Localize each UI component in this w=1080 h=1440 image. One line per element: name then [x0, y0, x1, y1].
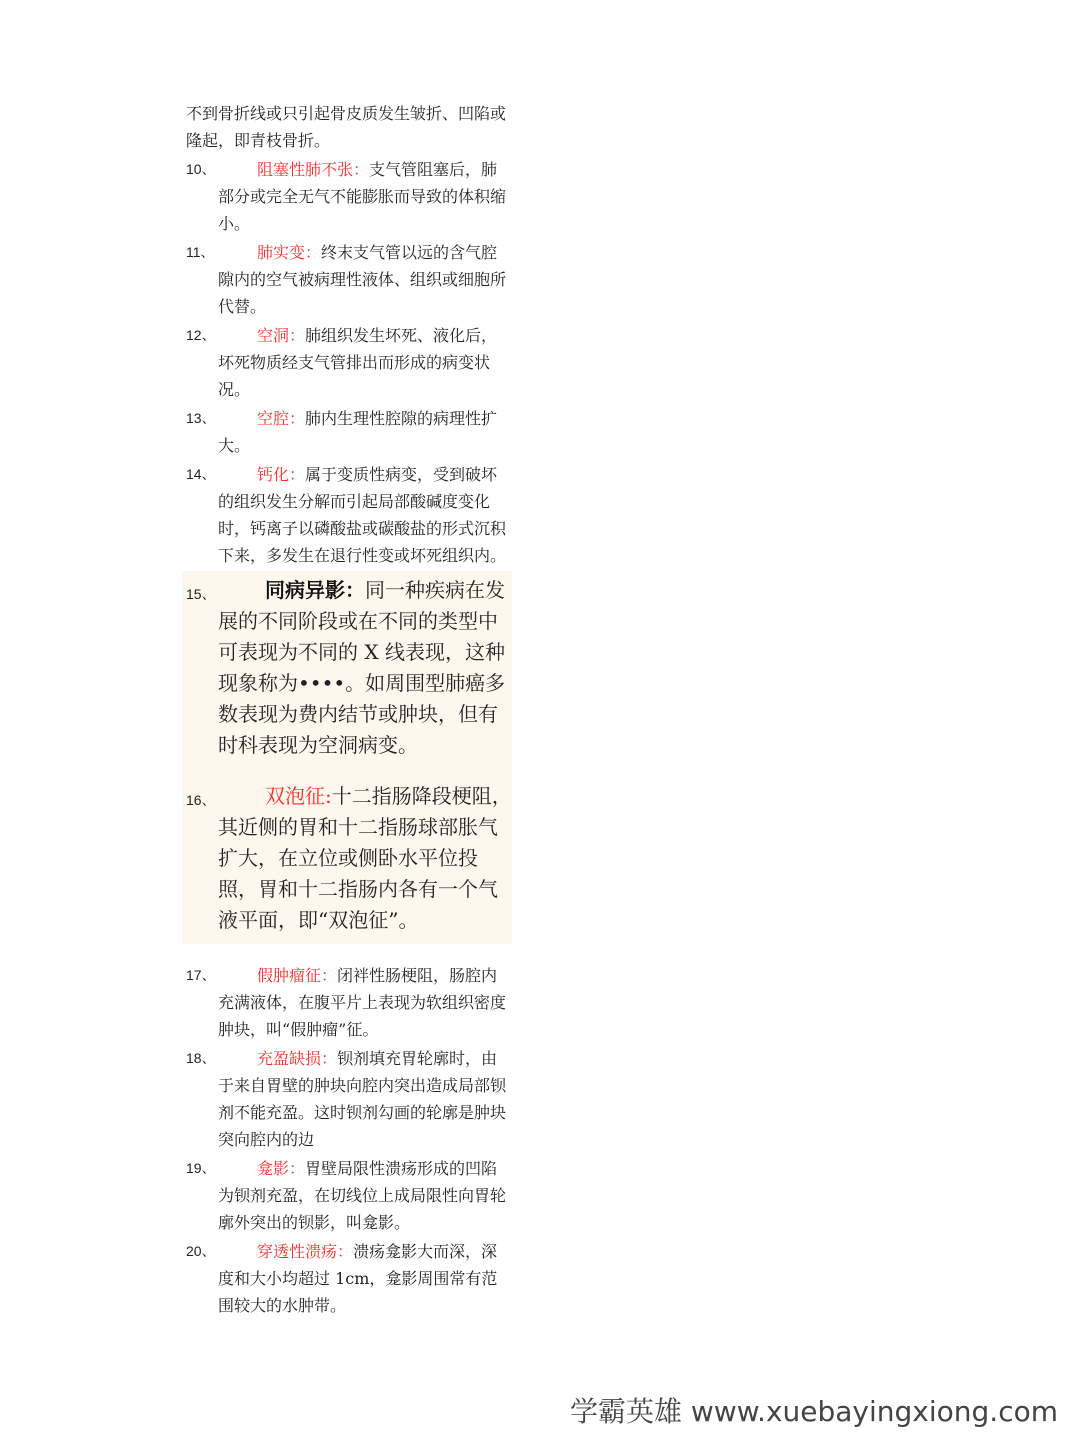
term-definition: 肺组织发生坏死、液化后，坏死物质经支气管排出而形成的病变状况。 [218, 326, 498, 399]
text-column [186, 100, 512, 1321]
item-number: 19、 [186, 1160, 216, 1176]
term-definition: 胃壁局限性溃疡形成的凹陷为钡剂充盈，在切线位上成局限性向胃轮廓外突出的钡影，叫龛影。 [218, 1159, 507, 1232]
term-definition: 溃疡龛影大而深，深度和大小均超过 1cm，龛影周围常有范围较大的水肿带。 [218, 1242, 498, 1315]
term-label: 双泡征: [265, 784, 332, 808]
term-definition: 闭袢性肠梗阻，肠腔内充满液体，在腹平片上表现为软组织密度肿块，叫“假肿瘤”征。 [218, 966, 507, 1039]
definition-item-20 [186, 1238, 512, 1319]
definition-item-10 [186, 156, 512, 237]
definition-item-16 [186, 781, 512, 936]
term-label: 空腔： [257, 409, 306, 428]
definition-item-18 [186, 1045, 512, 1153]
item-number: 15、 [186, 586, 216, 602]
item-number: 20、 [186, 1243, 216, 1259]
item-number: 17、 [186, 967, 216, 983]
term-label: 肺实变： [257, 243, 322, 262]
definition-item-15 [186, 575, 512, 761]
term-label: 钙化： [257, 465, 306, 484]
term-label: 穿透性溃疡： [257, 1242, 354, 1261]
term-definition: 支气管阻塞后，肺部分或完全无气不能膨胀而导致的体积缩小。 [218, 160, 507, 233]
term-label: 假肿瘤征： [257, 966, 338, 985]
term-definition: 同一种疾病在发展的不同阶段或在不同的类型中可表现为不同的 X 线表现，这种现象称为••••。如周围型肺癌多数表现为费内结节或肿块，但有时科表现为空洞病变。 [218, 578, 506, 757]
term-label: 龛影： [257, 1159, 306, 1178]
term-definition: 钡剂填充胃轮廓时，由于来自胃壁的肿块向腔内突出造成局部钡剂不能充盈。这时钡剂勾画的轮廓是肿块突向腔内的边 [218, 1049, 507, 1149]
continued-paragraph: 不到骨折线或只引起骨皮质发生皱折、凹陷或隆起，即青枝骨折。 [186, 104, 507, 150]
highlighted-block [182, 571, 512, 944]
item-number: 12、 [186, 327, 216, 343]
item-number: 11、 [186, 244, 215, 260]
term-label: 充盈缺损： [257, 1049, 338, 1068]
term-definition: 终末支气管以远的含气腔隙内的空气被病理性液体、组织或细胞所代替。 [218, 243, 507, 316]
term-definition: 十二指肠降段梗阻，其近侧的胃和十二指肠球部胀气扩大，在立位或侧卧水平位投照，胃和十二指肠内各有一个气液平面，即“双泡征”。 [218, 784, 512, 932]
definition-item-17 [186, 962, 512, 1043]
term-definition: 肺内生理性腔隙的病理性扩大。 [218, 409, 498, 455]
item-number: 10、 [186, 161, 216, 177]
item-number: 16、 [186, 792, 216, 808]
item-number: 13、 [186, 410, 216, 426]
term-label: 同病异影： [265, 578, 365, 602]
definition-item-12 [186, 322, 512, 403]
item-number: 18、 [186, 1050, 216, 1066]
site-watermark: 学霸英雄 www.xuebayingxiong.com [570, 1395, 1058, 1428]
term-definition: 属于变质性病变，受到破坏的组织发生分解而引起局部酸碱度变化时，钙离子以磷酸盐或碳酸盐的形式沉积下来，多发生在退行性变或坏死组织内。 [218, 465, 507, 565]
term-label: 阻塞性肺不张： [257, 160, 370, 179]
definition-item-13 [186, 405, 512, 459]
item-number: 14、 [186, 466, 216, 482]
term-label: 空洞： [257, 326, 306, 345]
definition-item-19 [186, 1155, 512, 1236]
definition-item-14 [186, 461, 512, 569]
definition-item-11 [186, 239, 512, 320]
